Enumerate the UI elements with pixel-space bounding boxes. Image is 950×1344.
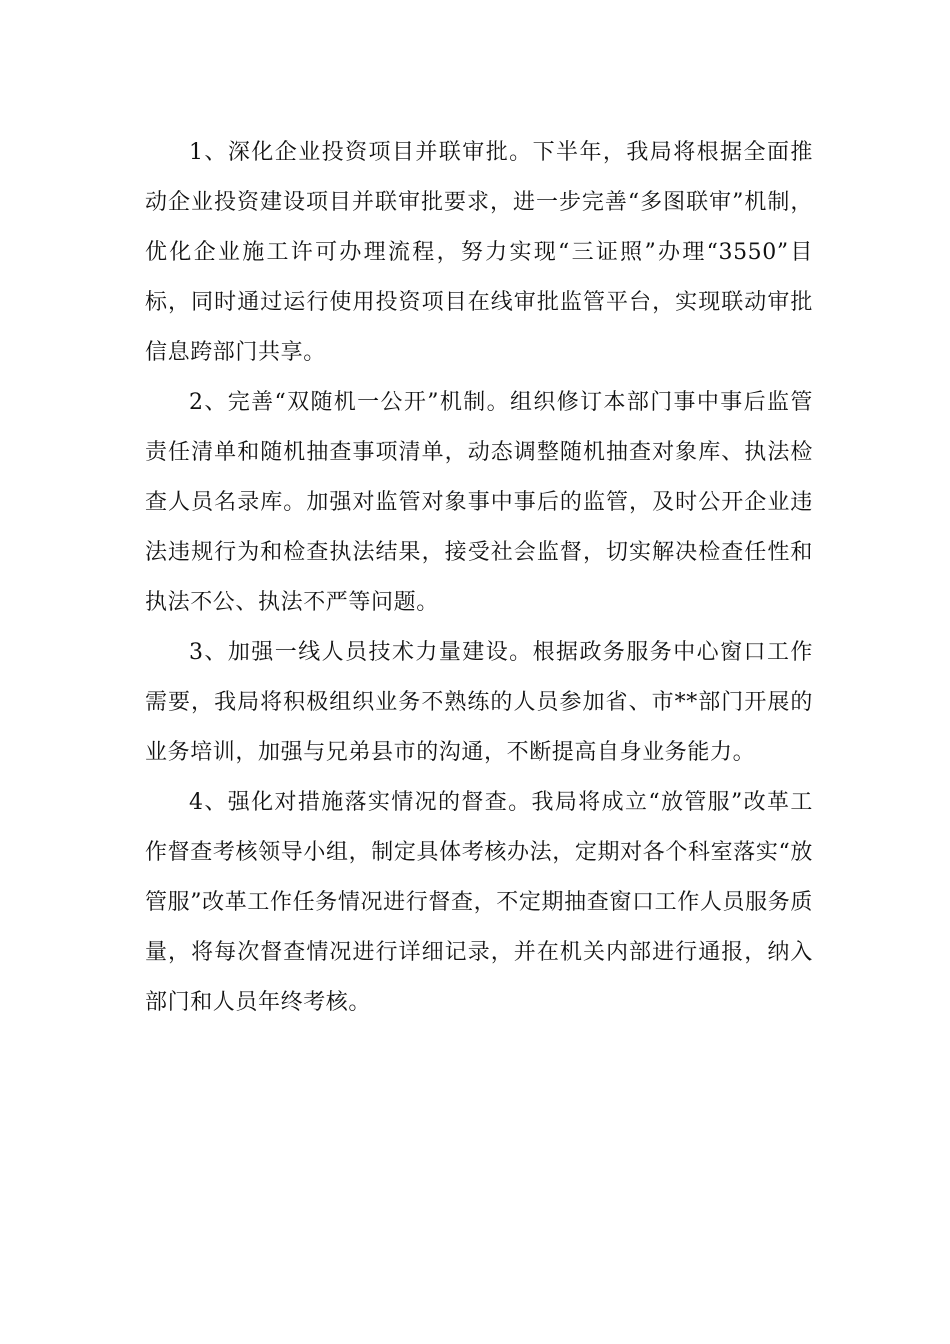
paragraph-3: 3、加强一线人员技术力量建设。根据政务服务中心窗口工作需要，我局将积极组织业务不熟练的人员参加省、市**部门开展的业务培训，加强与兄弟县市的沟通，不断提高自身业务能力。 (145, 640, 813, 765)
paragraph-1: 1、深化企业投资项目并联审批。下半年，我局将根据全面推动企业投资建设项目并联审批要求，进一步完善“多图联审”机制，优化企业施工许可办理流程，努力实现“三证照”办理“3550”目标，同时通过运行使用投资项目在线审批监管平台，实现联动审批信息跨部门共享。 (145, 140, 813, 365)
document-body (145, 128, 813, 1028)
paragraph-4: 4、强化对措施落实情况的督查。我局将成立“放管服”改革工作督查考核领导小组，制定具体考核办法，定期对各个科室落实“放管服”改革工作任务情况进行督查，不定期抽查窗口工作人员服务质量，将每次督查情况进行详细记录，并在机关内部进行通报，纳入部门和人员年终考核。 (145, 790, 813, 1015)
paragraph-2: 2、完善“双随机一公开”机制。组织修订本部门事中事后监管责任清单和随机抽查事项清单，动态调整随机抽查对象库、执法检查人员名录库。加强对监管对象事中事后的监管，及时公开企业违法违规行为和检查执法结果，接受社会监督，切实解决检查任性和执法不公、执法不严等问题。 (145, 390, 813, 615)
